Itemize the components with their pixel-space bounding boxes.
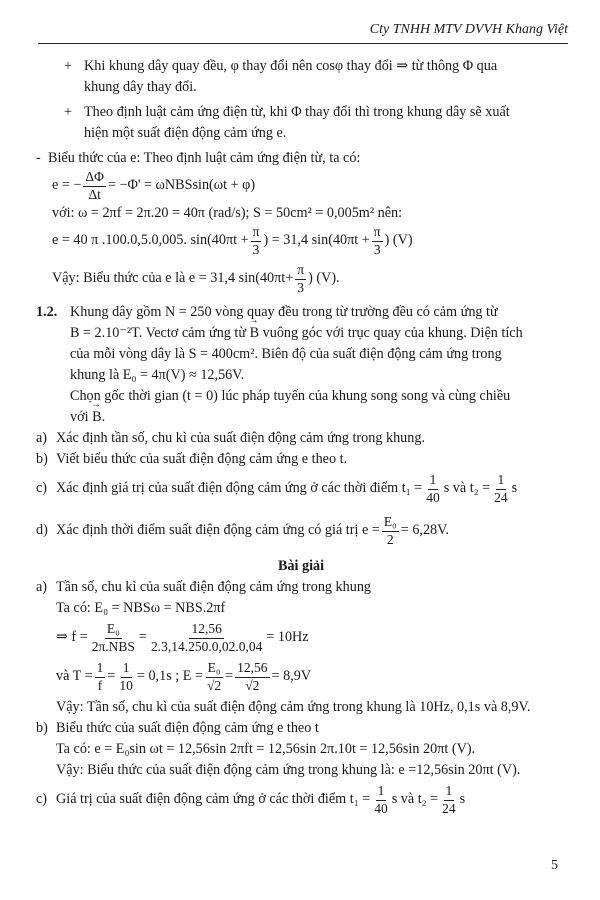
intro-conclusion	[36, 262, 566, 296]
numerator: 1	[496, 473, 507, 489]
numerator: ΔΦ	[83, 170, 106, 186]
text-line: Ta có: E₀ = NBSω = NBS.2πf	[56, 599, 226, 616]
intro-bullet-2-cont	[36, 123, 566, 144]
text-line: Ta có: e = E₀sin ωt = 12,56sin 2πft = 12,56sin 2π.10t = 12,56sin 20πt (V).	[56, 740, 476, 757]
equation-1	[36, 169, 566, 203]
numerator: 1	[444, 784, 455, 800]
numerator: 1	[95, 661, 106, 677]
text-part: s	[459, 791, 466, 808]
eq-part: và T =	[56, 668, 93, 685]
item-label: c)	[36, 480, 48, 497]
text-line: khung là E₀ = 4π(V) ≈ 12,56V.	[70, 366, 245, 383]
solution-a-line-3	[36, 657, 566, 697]
text-line: Vậy: Tần số, chu kì của suất điện động cảm ứng trong khung là 10Hz, 0,1s và 8,9V.	[56, 698, 531, 715]
fraction	[382, 515, 399, 546]
denominator: 2	[386, 531, 394, 547]
text-line: Tần số, chu kì của suất điện động cảm ứng trong khung	[56, 578, 372, 595]
text-line: Vậy: Biểu thức của suất điện động cảm ứng trong khung là: e =12,56sin 20πt (V).	[56, 761, 521, 778]
text-line: Xác định tần số, chu kì của suất điện động cảm ứng trong khung.	[56, 429, 425, 446]
solution-title	[36, 556, 566, 577]
text-part: Giá trị của suất điện động cảm ứng ở các thời điểm t₁ =	[56, 791, 371, 808]
question-c	[36, 470, 566, 508]
fraction	[424, 473, 442, 504]
denominator: f	[97, 677, 103, 693]
text-line: Viết biểu thức của suất điện động cảm ứng e theo t.	[56, 450, 348, 467]
solution-c-head	[36, 781, 566, 819]
denominator: 40	[374, 800, 388, 816]
fraction	[205, 661, 223, 692]
vector-b: → B	[92, 409, 101, 426]
intro-bullet-2	[36, 102, 566, 123]
question-a	[36, 428, 566, 449]
section-heading: Bài giải	[277, 557, 325, 574]
eq-part: ) (V).	[308, 270, 340, 287]
numerator: E₀	[105, 622, 122, 638]
eq-part: e = −	[52, 177, 82, 194]
eq-part: ⇒ f =	[56, 629, 88, 646]
numerator: π	[295, 263, 306, 279]
solution-b-line-1	[36, 739, 566, 760]
text-part: s	[511, 480, 518, 497]
denominator: √2	[245, 677, 260, 693]
denominator: 24	[442, 800, 456, 816]
problem-line-2	[36, 323, 566, 344]
numerator: 1	[376, 784, 387, 800]
solution-a-line-2	[36, 619, 566, 657]
item-label: c)	[36, 791, 48, 808]
equation-2	[36, 224, 566, 258]
fraction	[83, 170, 106, 201]
company-name: Cty TNHH MTV DVVH Khang Việt	[369, 22, 568, 37]
intro-bullet-1	[36, 56, 566, 77]
text-line: với: ω = 2πf = 2π.20 = 40π (rad/s); S = 50cm² = 0,005m² nên:	[52, 204, 403, 221]
eq-part: = 10Hz	[266, 629, 309, 646]
solution-a-head	[36, 577, 566, 598]
text-line: của mỗi vòng dây là S = 400cm². Biên độ của suất điện động cảm ứng trong	[70, 345, 502, 362]
fraction	[235, 661, 269, 692]
text-line: khung dây thay đổi.	[84, 78, 197, 95]
fraction	[149, 622, 264, 653]
denominator: 24	[494, 489, 508, 505]
denominator: 40	[426, 489, 440, 505]
denominator: √2	[206, 677, 222, 693]
text-part: vuông góc với trục quay của khung. Diện tích	[262, 324, 523, 341]
fraction	[295, 263, 306, 294]
denominator: 3	[373, 241, 381, 257]
numerator: π	[251, 225, 262, 241]
item-label: a)	[36, 578, 48, 595]
problem-line-5	[36, 386, 566, 407]
eq-part: =	[138, 629, 147, 646]
numerator: 1	[428, 473, 439, 489]
eq-part: ) (V)	[384, 232, 413, 249]
text-line: Khi khung dây quay đều, φ thay đổi nên cosφ thay đổi ⇒ từ thông Φ qua	[84, 57, 498, 74]
intro-bullet-1-cont	[36, 77, 566, 98]
eq-part: Vậy: Biểu thức của e là e = 31,4 sin(40πt+	[52, 270, 294, 287]
fraction	[251, 225, 262, 256]
text-part: = 6,28V.	[400, 522, 450, 539]
text-part: s và t₂ =	[443, 480, 491, 497]
text-line: Biểu thức của suất điện động cảm ứng e theo t	[56, 719, 319, 736]
solution-a-conclusion	[36, 697, 566, 718]
item-label: a)	[36, 429, 48, 446]
denominator: 10	[119, 677, 133, 693]
problem-number: 1.2.	[36, 303, 58, 320]
eq-part: =	[225, 668, 234, 685]
text-part: .	[101, 408, 106, 425]
item-label: b)	[36, 719, 48, 736]
problem-line-6	[36, 407, 566, 428]
fraction	[372, 784, 390, 815]
problem-line-3	[36, 344, 566, 365]
page-number: 5	[551, 858, 558, 873]
numerator: 1	[121, 661, 132, 677]
intro-dash	[36, 148, 566, 169]
eq-part: e = 40 π .100.0,5.0,005. sin(40πt +	[52, 232, 249, 249]
eq-part: = 0,1s ; E =	[136, 668, 203, 685]
numerator: E₀	[382, 515, 399, 531]
denominator: 2π.NBS	[91, 638, 135, 654]
item-label: d)	[36, 522, 48, 539]
question-d	[36, 512, 566, 550]
denominator: 2.3,14.250.0,02.0,04	[150, 638, 263, 654]
vector-b: → B	[250, 325, 259, 342]
text-line: Khung dây gồm N = 250 vòng quay đều trong từ trường đều có cảm ứng từ	[70, 303, 498, 320]
page-header	[38, 22, 568, 44]
numerator: 12,56	[235, 661, 269, 677]
denominator: 3	[297, 279, 305, 295]
fraction	[440, 784, 458, 815]
eq-part: =	[107, 668, 116, 685]
eq-part: = 8,9V	[271, 668, 312, 685]
text-line: Biểu thức của e: Theo định luật cảm ứng điện từ, ta có:	[48, 149, 361, 166]
fraction	[492, 473, 510, 504]
numerator: E₀	[206, 661, 223, 677]
problem-line-4	[36, 365, 566, 386]
page-content	[36, 56, 566, 819]
numerator: π	[372, 225, 383, 241]
eq-part: = −Φ' = ωNBSsin(ωt + φ)	[107, 177, 256, 194]
numerator: 12,56	[189, 622, 223, 638]
text-part: Xác định thời điểm suất điện động cảm ứng có giá trị e =	[56, 522, 380, 539]
solution-b-head	[36, 718, 566, 739]
text-part: Xác định giá trị của suất điện động cảm ứng ở các thời điểm t₁ =	[56, 480, 423, 497]
bullet-plus: +	[64, 57, 73, 74]
text-line: hiện một suất điện động cảm ứng e.	[84, 124, 287, 141]
text-line: Chọn gốc thời gian (t = 0) lúc pháp tuyến của khung song song và cùng chiều	[70, 387, 511, 404]
question-b	[36, 449, 566, 470]
solution-b-conclusion	[36, 760, 566, 781]
fraction	[117, 661, 135, 692]
fraction	[95, 661, 106, 692]
bullet-plus: +	[64, 103, 73, 120]
eq-part: ) = 31,4 sin(40πt +	[263, 232, 370, 249]
bullet-dash: -	[36, 149, 41, 166]
text-part: B = 2.10⁻²T. Vectơ cảm ứng từ	[70, 324, 247, 341]
fraction	[372, 225, 383, 256]
problem-line-1	[36, 302, 566, 323]
fraction	[90, 622, 137, 653]
text-part: s và t₂ =	[391, 791, 439, 808]
item-label: b)	[36, 450, 48, 467]
text-part: với	[70, 408, 89, 425]
solution-a-line-1	[36, 598, 566, 619]
text-line: Theo định luật cảm ứng điện từ, khi Φ thay đổi thì trong khung dây sẽ xuất	[84, 103, 510, 120]
denominator: 3	[252, 241, 260, 257]
with-line	[36, 203, 566, 224]
denominator: Δt	[88, 186, 101, 202]
